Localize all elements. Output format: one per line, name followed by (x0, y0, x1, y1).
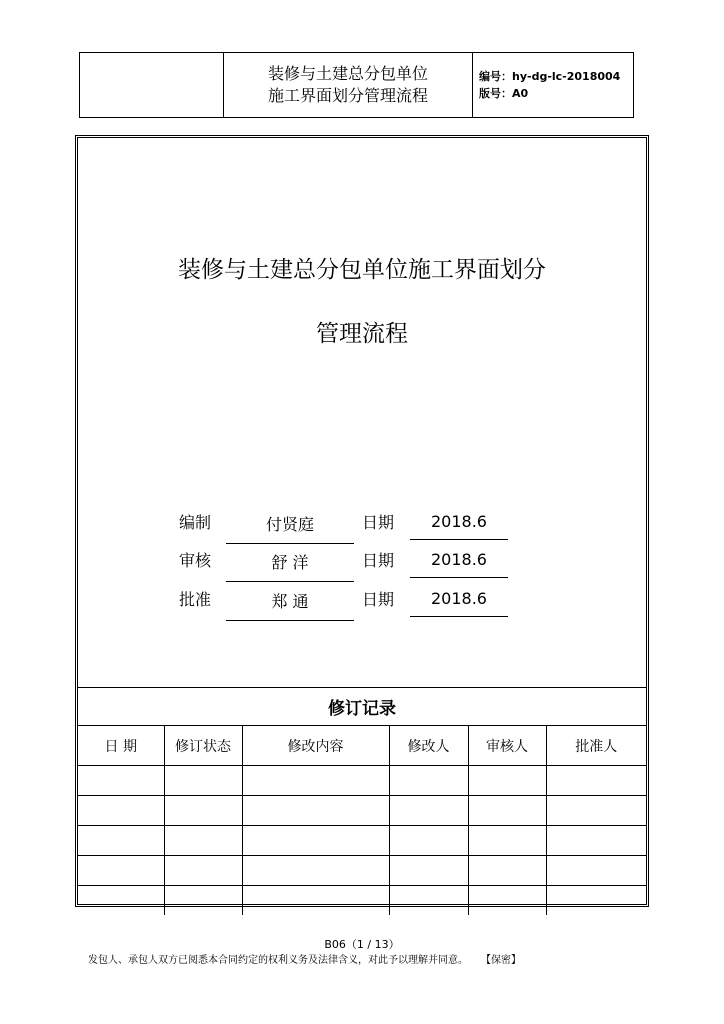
page-number: B06（1 / 13） (324, 938, 400, 951)
doc-number: 编号：hy-dg-lc-2018004 (479, 70, 621, 83)
cover-title-line2: 管理流程 (316, 321, 408, 347)
table-row (78, 766, 646, 796)
cover-title-line1: 装修与土建总分包单位施工界面划分 (178, 257, 546, 283)
doc-version: 版号：A0 (479, 87, 529, 100)
header-logo-area (80, 53, 224, 117)
header-title (224, 53, 473, 117)
revision-title: 修订记录 (78, 687, 646, 726)
col-status: 修订状态 (164, 726, 242, 766)
confidential-mark: 【保密】 (486, 955, 521, 966)
sig-date-compile: 2018.6 (410, 512, 508, 540)
sig-role-compile: 编制 (179, 513, 212, 532)
table-row (78, 826, 646, 856)
table-row (78, 856, 646, 886)
col-content: 修改内容 (242, 726, 389, 766)
document-frame (75, 135, 649, 907)
footer-note (88, 951, 521, 966)
table-row (78, 886, 646, 916)
cover-section (78, 138, 646, 688)
sig-date-approve: 2018.6 (410, 589, 508, 617)
sig-date-review: 2018.6 (410, 550, 508, 578)
sig-name-approve: 郑 通 (226, 589, 354, 621)
sig-name-review: 舒 洋 (226, 550, 354, 582)
header-meta (473, 53, 633, 117)
footer-note-text: 发包人、承包人双方已阅悉本合同约定的权利义务及法律含义，对此予以理解并同意。 (88, 955, 468, 966)
sig-date-label-approve: 日期 (362, 590, 395, 609)
sig-date-label-review: 日期 (362, 551, 395, 570)
sig-role-review: 审核 (179, 551, 212, 570)
col-modifier: 修改人 (389, 726, 468, 766)
header-title-line1: 装修与土建总分包单位 (267, 64, 428, 83)
sig-name-compile: 付贤庭 (226, 512, 354, 544)
header-title-line2: 施工界面划分管理流程 (267, 86, 428, 105)
revision-table (78, 725, 646, 915)
col-reviewer: 审核人 (468, 726, 546, 766)
sig-date-label-compile: 日期 (362, 513, 395, 532)
table-row (78, 796, 646, 826)
document-header (79, 52, 634, 118)
sig-role-approve: 批准 (179, 590, 212, 609)
revision-header-row (78, 726, 646, 766)
col-approver: 批准人 (546, 726, 646, 766)
col-date: 日 期 (78, 726, 164, 766)
